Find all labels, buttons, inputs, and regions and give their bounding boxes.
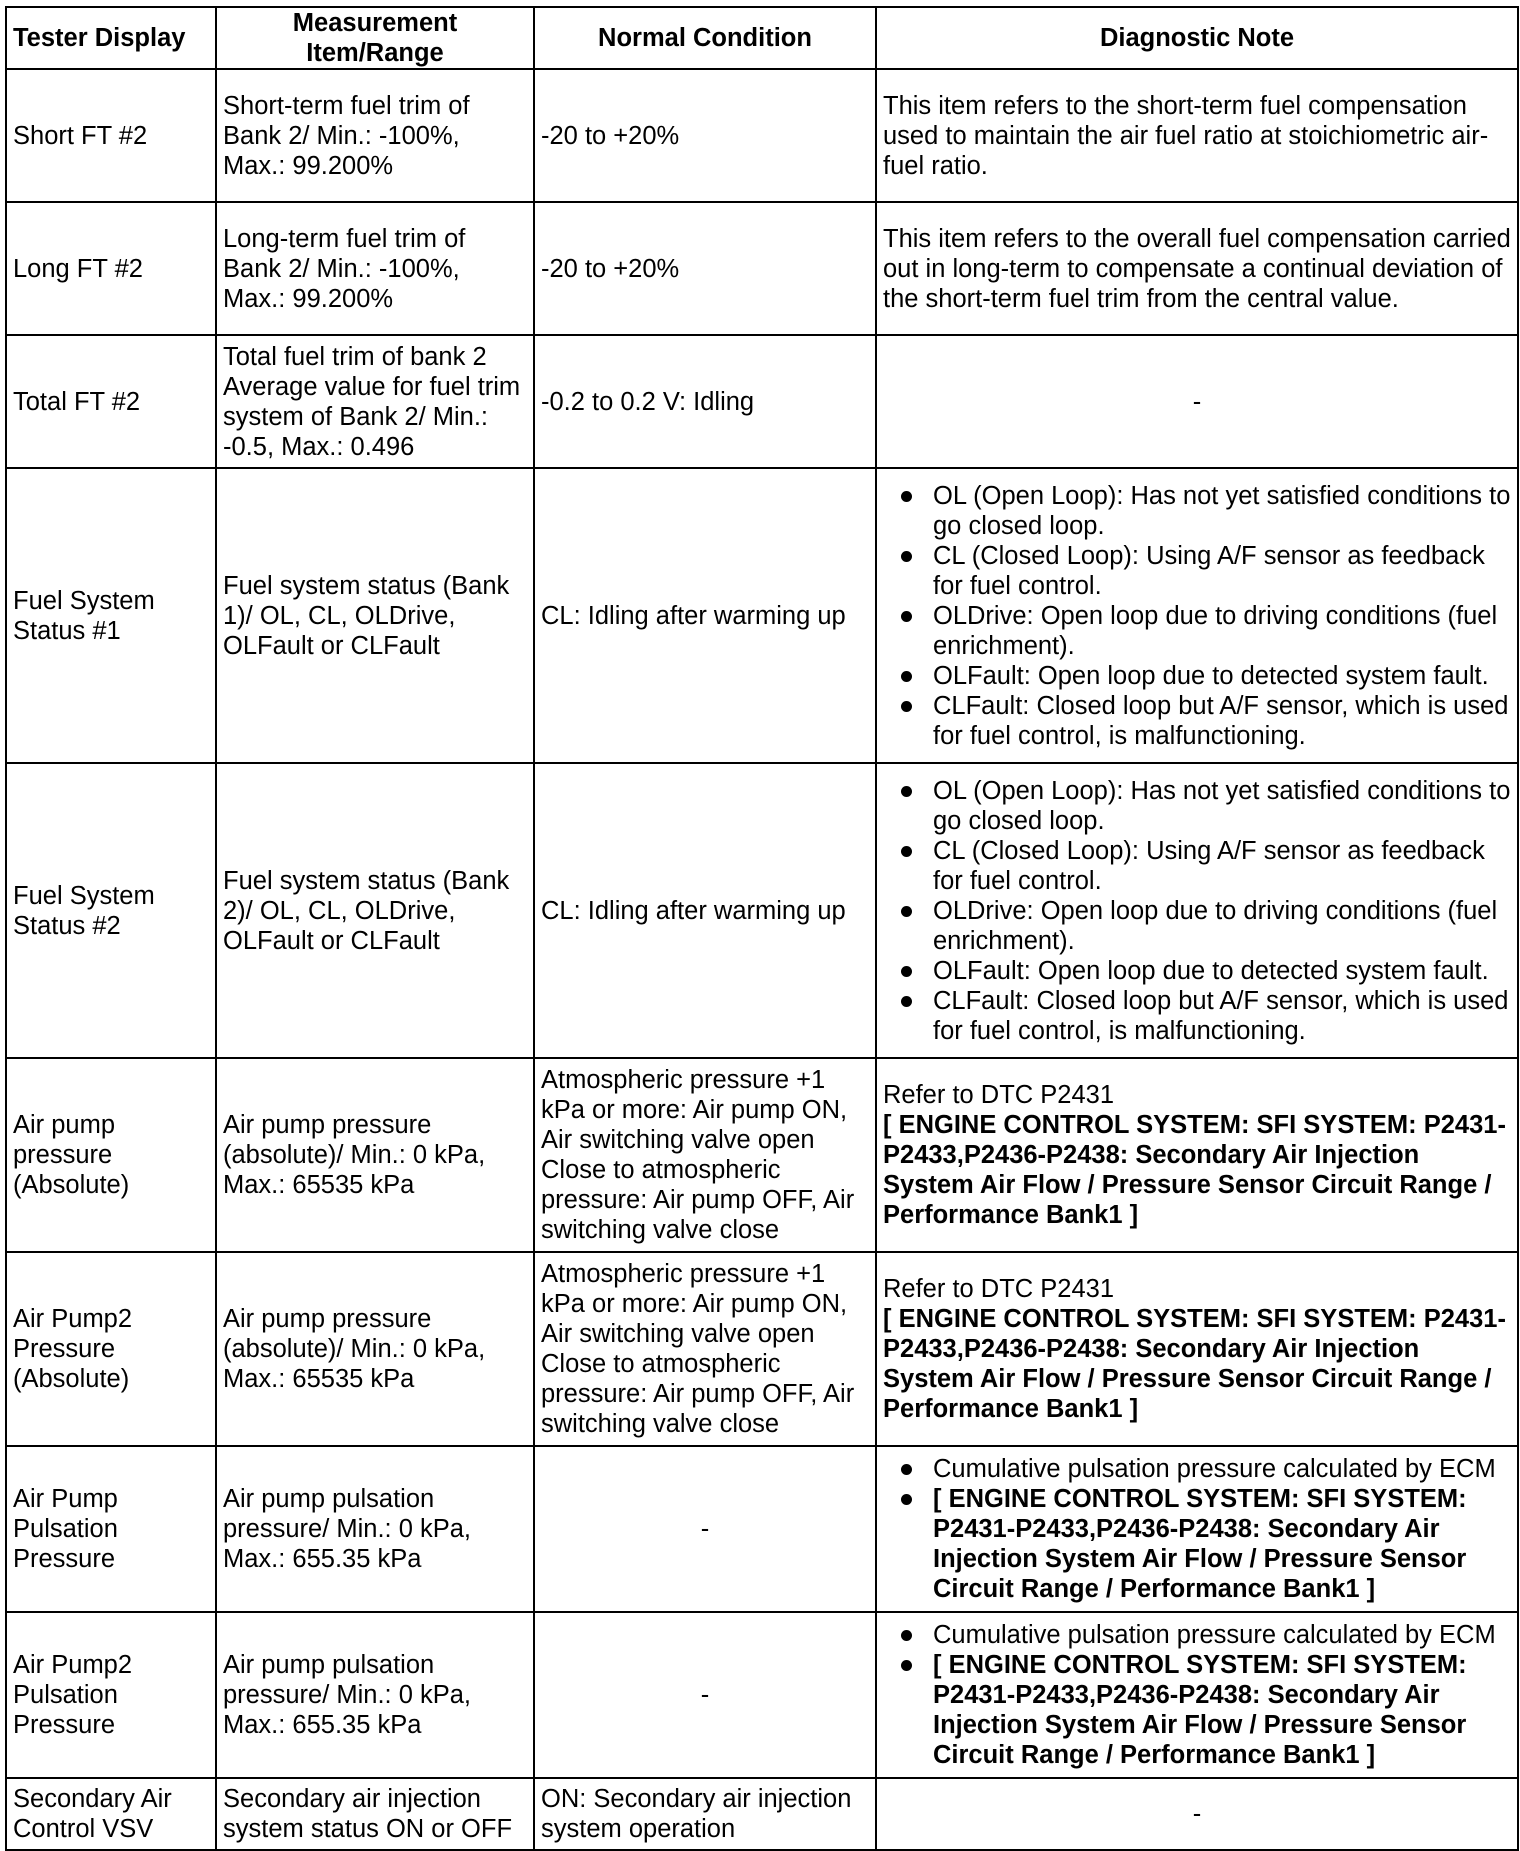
measurement-cell: Fuel system status (Bank 1)/ OL, CL, OLDrive, OLFault or CLFault: [216, 468, 534, 763]
bullet-icon: [901, 671, 912, 682]
table-row: [6, 1778, 1518, 1850]
measurement-cell: Secondary air injection system status ON or OFF: [216, 1778, 534, 1850]
note-bullet-list: [883, 1620, 1511, 1770]
tester-display-cell: Short FT #2: [6, 69, 216, 202]
note-refer-text: Refer to DTC P2431: [883, 1081, 1115, 1109]
normal-condition-cell: -20 to +20%: [534, 202, 876, 335]
tester-display-cell: Air Pump2 Pressure (Absolute): [6, 1252, 216, 1446]
header-normal-condition: Normal Condition: [534, 7, 876, 69]
note-bullet-list: [883, 481, 1511, 751]
measurement-cell: Air pump pressure (absolute)/ Min.: 0 kPa, Max.: 65535 kPa: [216, 1058, 534, 1252]
bullet-icon: [901, 906, 912, 917]
diagnostic-reference-link[interactable]: [ ENGINE CONTROL SYSTEM: SFI SYSTEM: P2431-P2433,P2436-P2438: Secondary Air Injection System Air Flow / Pressure Sensor Circuit Range / Performance Bank1 ]: [933, 1485, 1467, 1603]
note-bullet: [883, 1454, 1511, 1484]
header-diagnostic-note: Diagnostic Note: [876, 7, 1518, 69]
measurement-cell: Air pump pulsation pressure/ Min.: 0 kPa, Max.: 655.35 kPa: [216, 1446, 534, 1612]
header-tester-display: Tester Display: [6, 7, 216, 69]
header-row: [6, 7, 1518, 69]
measurement-cell: Air pump pulsation pressure/ Min.: 0 kPa, Max.: 655.35 kPa: [216, 1612, 534, 1778]
note-bullet: [883, 1620, 1511, 1650]
table-row: [6, 763, 1518, 1058]
normal-condition-cell: -20 to +20%: [534, 69, 876, 202]
note-bullet: [883, 1650, 1511, 1770]
tester-display-cell: Air pump pressure (Absolute): [6, 1058, 216, 1252]
note-bullet: [883, 691, 1511, 751]
bullet-icon: [901, 491, 912, 502]
tester-display-cell: Air Pump Pulsation Pressure: [6, 1446, 216, 1612]
normal-condition-cell: CL: Idling after warming up: [534, 468, 876, 763]
note-bullet-text: OL (Open Loop): Has not yet satisfied conditions to go closed loop.: [933, 776, 1511, 835]
table-row: [6, 1058, 1518, 1252]
data-list-table: [5, 6, 1519, 1851]
diagnostic-note-cell: This item refers to the short-term fuel compensation used to maintain the air fuel ratio at stoichiometric air-fuel ratio.: [876, 69, 1518, 202]
bullet-icon: [901, 1494, 912, 1505]
diagnostic-reference-link[interactable]: [ ENGINE CONTROL SYSTEM: SFI SYSTEM: P2431-P2433,P2436-P2438: Secondary Air Injection System Air Flow / Pressure Sensor Circuit Range / Performance Bank1 ]: [883, 1111, 1506, 1229]
table-row: [6, 69, 1518, 202]
diagnostic-note-cell: [876, 1612, 1518, 1778]
bullet-icon: [901, 846, 912, 857]
measurement-cell: Total fuel trim of bank 2 Average value for fuel trim system of Bank 2/ Min.: -0.5, Max.: 0.496: [216, 335, 534, 468]
bullet-icon: [901, 1660, 912, 1671]
bullet-icon: [901, 1630, 912, 1641]
diagnostic-note-cell: This item refers to the overall fuel compensation carried out in long-term to compensate a continual deviation of the short-term fuel trim from the central value.: [876, 202, 1518, 335]
note-bullet-text: CL (Closed Loop): Using A/F sensor as feedback for fuel control.: [933, 541, 1485, 600]
note-bullet: [883, 661, 1511, 691]
bullet-icon: [901, 611, 912, 622]
normal-condition-cell: -: [534, 1446, 876, 1612]
diagnostic-note-cell: [876, 1252, 1518, 1446]
tester-display-cell: Fuel System Status #2: [6, 763, 216, 1058]
note-bullet-text: OLDrive: Open loop due to driving conditions (fuel enrichment).: [933, 896, 1498, 955]
note-bullet: [883, 481, 1511, 541]
note-bullet-text: Cumulative pulsation pressure calculated by ECM: [933, 1455, 1496, 1483]
tester-display-cell: Long FT #2: [6, 202, 216, 335]
diagnostic-note-cell: [876, 763, 1518, 1058]
diagnostic-reference-link[interactable]: [ ENGINE CONTROL SYSTEM: SFI SYSTEM: P2431-P2433,P2436-P2438: Secondary Air Injection System Air Flow / Pressure Sensor Circuit Range / Performance Bank1 ]: [933, 1651, 1467, 1769]
diagnostic-note-cell: -: [876, 335, 1518, 468]
tester-display-cell: Air Pump2 Pulsation Pressure: [6, 1612, 216, 1778]
note-bullet: [883, 896, 1511, 956]
table-row: [6, 335, 1518, 468]
tester-display-cell: Total FT #2: [6, 335, 216, 468]
note-bullet: [883, 601, 1511, 661]
table-row: [6, 202, 1518, 335]
diagnostic-note-cell: [876, 1446, 1518, 1612]
bullet-icon: [901, 1464, 912, 1475]
note-bullet-list: [883, 1454, 1511, 1604]
diagnostic-note-cell: [876, 1058, 1518, 1252]
bullet-icon: [901, 786, 912, 797]
note-bullet-text: OL (Open Loop): Has not yet satisfied conditions to go closed loop.: [933, 481, 1511, 540]
note-refer-text: Refer to DTC P2431: [883, 1275, 1115, 1303]
table-row: [6, 468, 1518, 763]
note-bullet-text: Cumulative pulsation pressure calculated by ECM: [933, 1621, 1496, 1649]
table-row: [6, 1612, 1518, 1778]
diagnostic-note-cell: -: [876, 1778, 1518, 1850]
normal-condition-cell: -: [534, 1612, 876, 1778]
diagnostic-note-cell: [876, 468, 1518, 763]
note-bullet: [883, 1484, 1511, 1604]
note-bullet: [883, 956, 1511, 986]
normal-condition-cell: Atmospheric pressure +1 kPa or more: Air pump ON, Air switching valve open Close to atmospheric pressure: Air pump OFF, Air switching valve close: [534, 1252, 876, 1446]
measurement-cell: Long-term fuel trim of Bank 2/ Min.: -100%, Max.: 99.200%: [216, 202, 534, 335]
note-bullet-list: [883, 776, 1511, 1046]
table-row: [6, 1252, 1518, 1446]
normal-condition-cell: ON: Secondary air injection system operation: [534, 1778, 876, 1850]
note-bullet-text: CLFault: Closed loop but A/F sensor, which is used for fuel control, is malfunctioning.: [933, 691, 1509, 750]
note-bullet-text: CLFault: Closed loop but A/F sensor, which is used for fuel control, is malfunctioning.: [933, 986, 1509, 1045]
note-bullet-text: OLFault: Open loop due to detected system fault.: [933, 956, 1489, 985]
note-bullet-text: OLFault: Open loop due to detected system fault.: [933, 661, 1489, 690]
note-bullet-text: OLDrive: Open loop due to driving conditions (fuel enrichment).: [933, 601, 1498, 660]
bullet-icon: [901, 996, 912, 1007]
diagnostic-reference-link[interactable]: [ ENGINE CONTROL SYSTEM: SFI SYSTEM: P2431-P2433,P2436-P2438: Secondary Air Injection System Air Flow / Pressure Sensor Circuit Range / Performance Bank1 ]: [883, 1305, 1506, 1423]
note-bullet: [883, 776, 1511, 836]
bullet-icon: [901, 701, 912, 712]
note-bullet: [883, 836, 1511, 896]
tester-display-cell: Secondary Air Control VSV: [6, 1778, 216, 1850]
note-bullet-text: CL (Closed Loop): Using A/F sensor as feedback for fuel control.: [933, 836, 1485, 895]
normal-condition-cell: CL: Idling after warming up: [534, 763, 876, 1058]
normal-condition-cell: Atmospheric pressure +1 kPa or more: Air pump ON, Air switching valve open Close to atmospheric pressure: Air pump OFF, Air switching valve close: [534, 1058, 876, 1252]
tester-display-cell: Fuel System Status #1: [6, 468, 216, 763]
measurement-cell: Fuel system status (Bank 2)/ OL, CL, OLDrive, OLFault or CLFault: [216, 763, 534, 1058]
bullet-icon: [901, 966, 912, 977]
bullet-icon: [901, 551, 912, 562]
normal-condition-cell: -0.2 to 0.2 V: Idling: [534, 335, 876, 468]
note-bullet: [883, 986, 1511, 1046]
note-bullet: [883, 541, 1511, 601]
table-row: [6, 1446, 1518, 1612]
header-measurement: Measurement Item/Range: [216, 7, 534, 69]
measurement-cell: Air pump pressure (absolute)/ Min.: 0 kPa, Max.: 65535 kPa: [216, 1252, 534, 1446]
measurement-cell: Short-term fuel trim of Bank 2/ Min.: -100%, Max.: 99.200%: [216, 69, 534, 202]
